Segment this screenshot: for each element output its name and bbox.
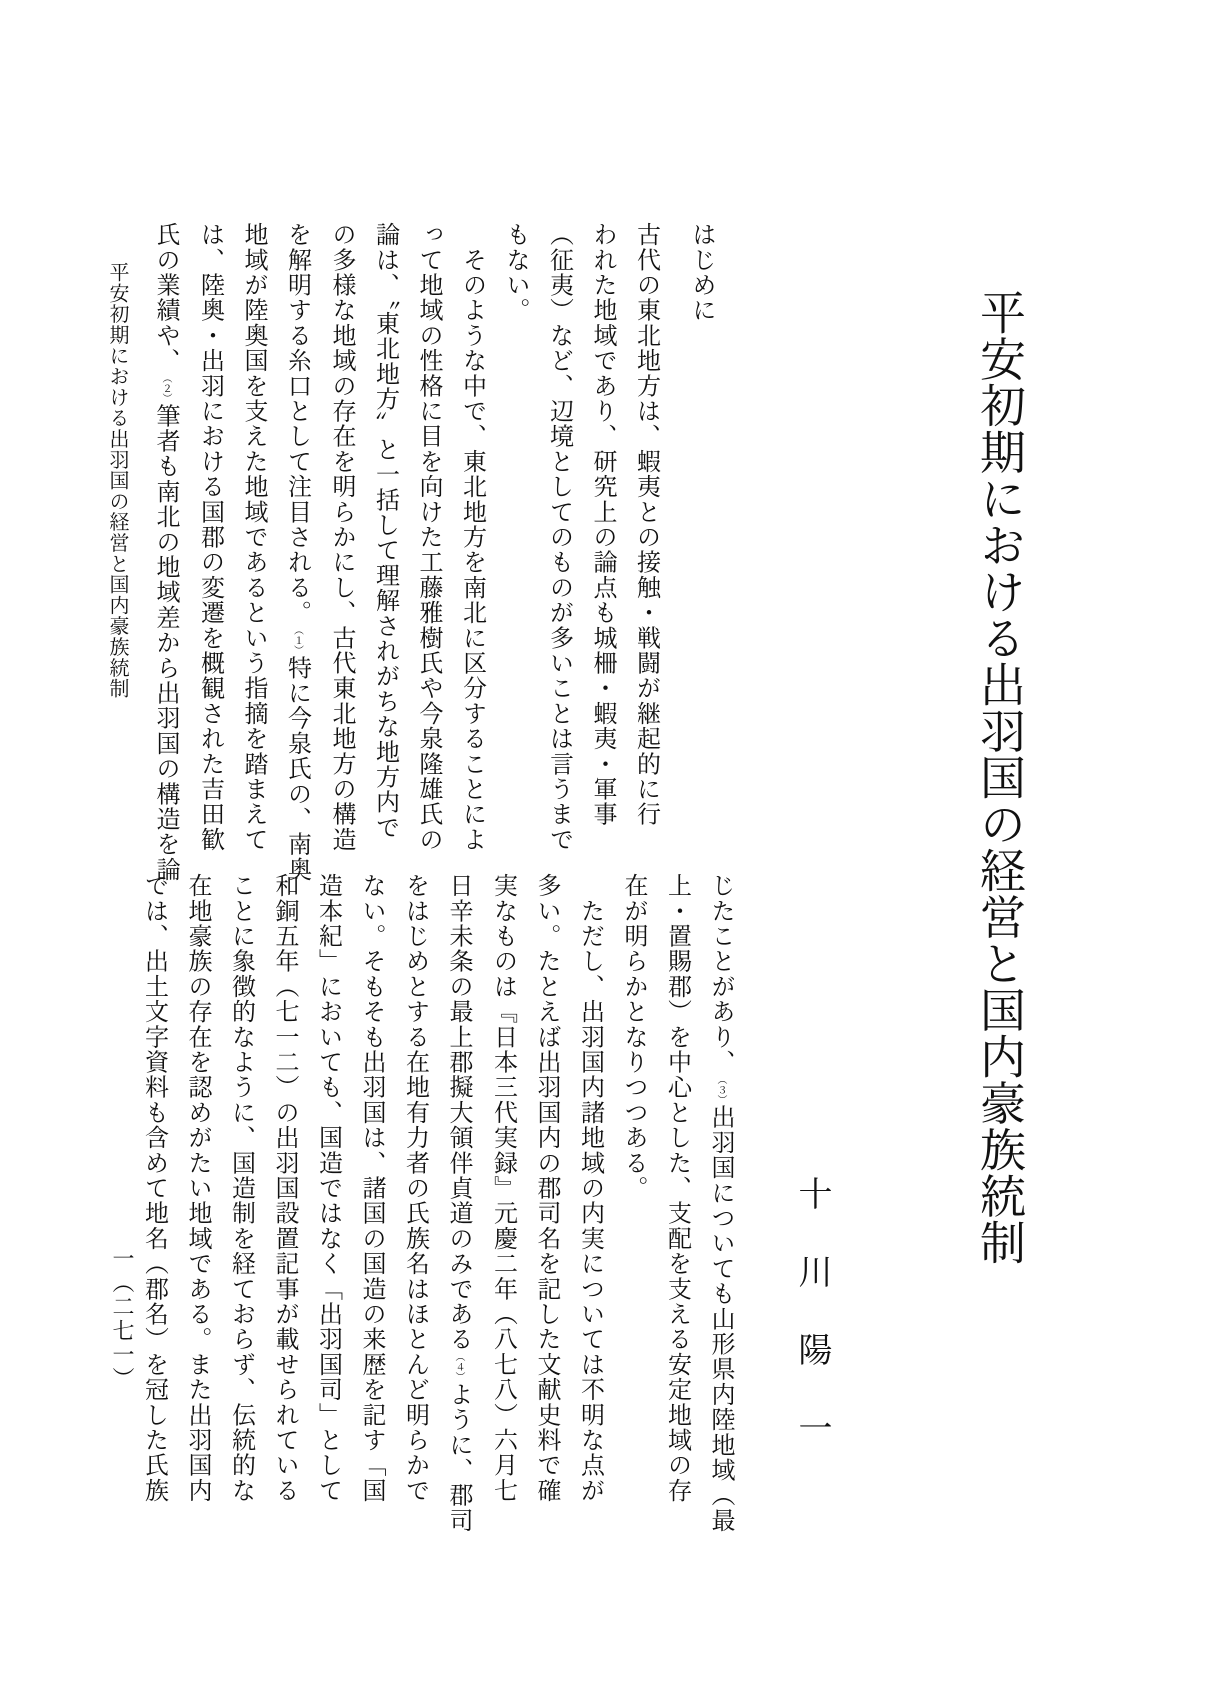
- footnote-marker: ︵３︶: [715, 1074, 726, 1105]
- text-column: そのような中で、東北地方を南北に区分することによ: [458, 222, 485, 852]
- text-column: （征夷）など、辺境としてのものが多いことは言うまで: [545, 222, 572, 852]
- text-column: 古代の東北地方は、蝦夷との接触・戦闘が継起的に行: [632, 222, 659, 827]
- text-column: 在地豪族の存在を認めがたい地域である。また出羽国内: [184, 873, 210, 1503]
- text-column: 造本紀」においても、国造ではなく「出羽国司」として: [314, 873, 341, 1503]
- section-heading: はじめに: [688, 222, 714, 323]
- text-column: われた地域であり、研究上の論点も城柵・蝦夷・軍事: [589, 222, 615, 827]
- footnote-marker: ︵４︶: [453, 1351, 464, 1382]
- text-column: 多い。たとえば出羽国内の郡司名を記した文献史料で確: [533, 873, 559, 1503]
- text-column: ただし、出羽国内諸地域の内実については不明な点が: [576, 873, 603, 1503]
- text-block-bottom: [131, 873, 742, 1534]
- footnote-marker: ︵２︶: [160, 373, 171, 404]
- text-column: の多様な地域の存在を明らかにし、古代東北地方の構造: [328, 222, 354, 852]
- article-title: 平安初期における出羽国の経営と国内豪族統制: [974, 289, 1025, 1266]
- text-column: をはじめとする在地有力者の氏族名はほとんど明らかで: [401, 873, 428, 1503]
- text-column: 上・置賜郡）を中心とした、支配を支える安定地域の存: [663, 873, 690, 1503]
- text-column: って地域の性格に目を向けた工藤雅樹氏や今泉隆雄氏の: [415, 222, 441, 852]
- page-number: 一（二七一）: [110, 1247, 135, 1391]
- text-column: 実なものは『日本三代実録』元慶二年（八七八）六月七: [489, 873, 516, 1503]
- author-name: 十川陽一: [793, 1176, 830, 1488]
- text-block-top: [143, 222, 723, 883]
- text-column: 地域が陸奥国を支えた地域であるという指摘を踏まえて: [240, 222, 266, 852]
- text-column: 在が明らかとなりつつある。: [620, 873, 646, 1201]
- text-column: 和銅五年（七一二）の出羽国設置記事が載せられている: [271, 873, 297, 1503]
- text-column: 氏の業績や、︵２︶筆者も南北の地域差から出羽国の構造を論: [152, 222, 178, 883]
- running-title: 平安初期における出羽国の経営と国内豪族統制: [106, 262, 128, 699]
- footnote-marker: ︵１︶: [291, 625, 303, 656]
- text-column: 日辛未条の最上郡擬大領伴貞道のみである︵４︶ように、郡司: [445, 873, 471, 1534]
- text-column: は、陸奥・出羽における国郡の変遷を概観された吉田歓: [196, 222, 223, 852]
- text-column: では、出土文字資料も含めて地名（郡名）を冠した氏族: [140, 873, 167, 1503]
- text-column: じたことがあり、︵３︶出羽国についても山形県内陸地域（最: [707, 873, 733, 1534]
- text-column: ことに象徴的なように、国造制を経ておらず、伝統的な: [227, 873, 254, 1503]
- text-column: ない。そもそも出羽国は、諸国の国造の来歴を記す「国: [358, 873, 384, 1503]
- text-column: を解明する糸口として注目される。︵１︶特に今泉氏の、南奥: [283, 222, 310, 883]
- text-column: もない。: [502, 222, 528, 323]
- text-column: 論は、〝東北地方〟と一括して理解されがちな地方内で: [371, 222, 398, 840]
